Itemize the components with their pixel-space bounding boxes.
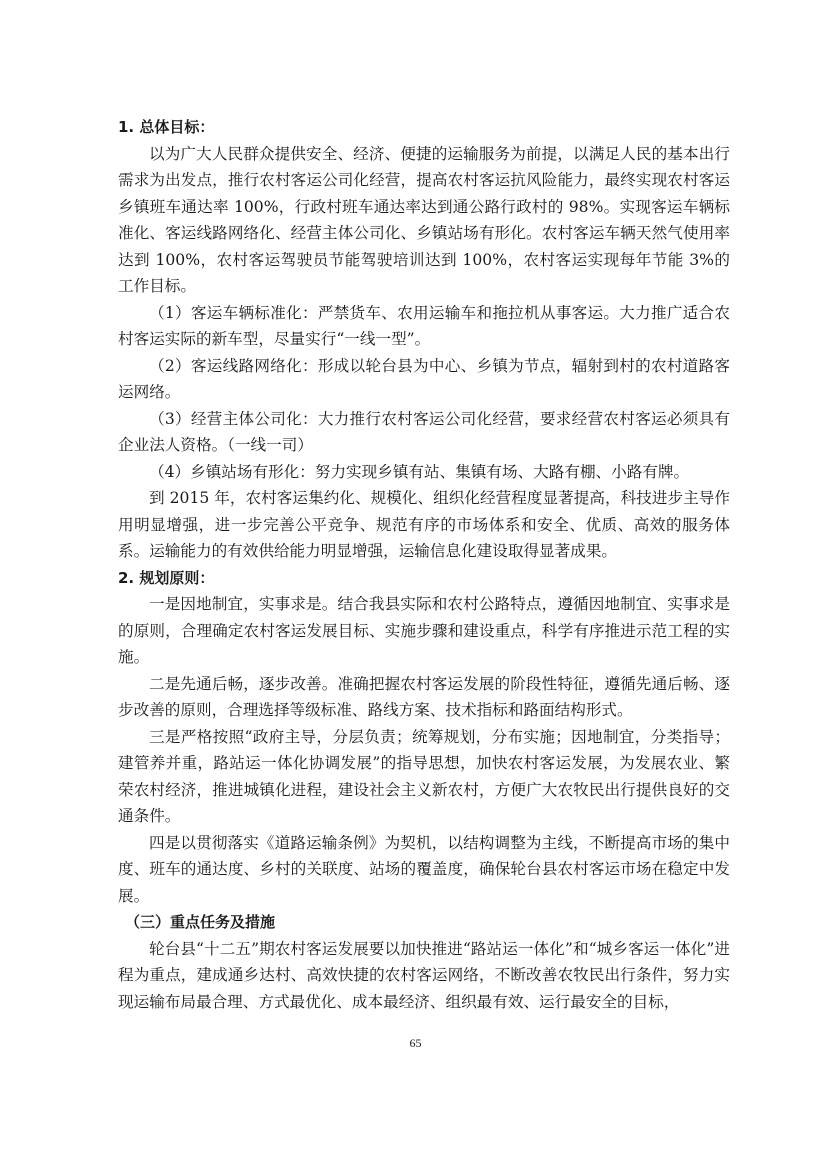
paragraph-principle-2: 二是先通后畅，逐步改善。准确把握农村客运发展的阶段性特征，遵循先通后畅、逐步改善的原则，合理选择等级标准、路线方案、技术指标和路面结构形式。 <box>118 674 730 719</box>
paragraph-2015-target: 到 2015 年，农村客运集约化、规模化、组织化经营程度显著提高，科技进步主导作用明显增强，进一步完善公平竞争、规范有序的市场体系和安全、优质、高效的服务体系。运输能力的有效供给能力明显增强，运输信息化建设取得显著成果。 <box>118 489 730 560</box>
heading-planning-principles: 2. 规划原则： <box>118 568 215 587</box>
paragraph-route-network: （2）客运线路网络化：形成以轮台县为中心、乡镇为节点，辐射到村的农村道路客运网络。 <box>118 356 730 401</box>
paragraph-key-tasks: 轮台县“十二五”期农村客运发展要以加快推进“路站运一体化”和“城乡客运一体化”进程为重点，建成通乡达村、高效快捷的农村客运网络，不断改善农牧民出行条件，努力实现运输布局最合理、方式最优化、成本最经济、组织最有效、运行最安全的目标， <box>118 939 730 1011</box>
paragraph-goal-intro: 以为广大人民群众提供安全、经济、便捷的运输服务为前提，以满足人民的基本出行需求为出发点，推行农村客运公司化经营，提高农村客运抗风险能力，最终实现农村客运乡镇班车通达率 100%，行政村班车通达率达到通公路行政村的 98%。实现客运车辆标准化、客运线路网络化、经营主体公司化、乡镇站场有形化。农村客运车辆天然气使用率达到 100%，农村客运驾驶员节能驾驶培训达到 100%，农村客运实现每年节能 3%的工作目标。 <box>118 144 730 295</box>
paragraph-company-operation: （3）经营主体公司化：大力推行农村客运公司化经营，要求经营农村客运必须具有企业法人资格。（一线一司） <box>118 409 730 454</box>
heading-key-tasks: （三）重点任务及措施 <box>125 913 276 931</box>
paragraph-vehicle-standard: （1）客运车辆标准化：严禁货车、农用运输车和拖拉机从事客运。大力推广适合农村客运实际的新车型，尽量实行“一线一型”。 <box>118 303 730 348</box>
heading-overall-goal: 1. 总体目标： <box>118 118 215 136</box>
paragraph-principle-1: 一是因地制宜，实事求是。结合我县实际和农村公路特点，遵循因地制宜、实事求是的原则，合理确定农村客运发展目标、实施步骤和建设重点，科学有序推进示范工程的实施。 <box>118 595 730 666</box>
paragraph-principle-4: 四是以贯彻落实《道路运输条例》为契机，以结构调整为主线，不断提高市场的集中度、班车的通达度、乡村的关联度、站场的覆盖度，确保轮台县农村客运市场在稳定中发展。 <box>118 833 730 905</box>
paragraph-station-tangible: （4）乡镇站场有形化：努力实现乡镇有站、集镇有场、大路有棚、小路有牌。 <box>149 462 690 481</box>
document-body <box>118 114 730 1015</box>
paragraph-principle-3: 三是严格按照“政府主导，分层负责；统筹规划，分布实施；因地制宜，分类指导；建管养并重，路站运一体化协调发展”的指导思想，加快农村客运发展，为发展农业、繁荣农村经济，推进城镇化进程，建设社会主义新农村，方便广大农牧民出行提供良好的交通条件。 <box>118 727 730 825</box>
page-number: 65 <box>409 1036 422 1050</box>
